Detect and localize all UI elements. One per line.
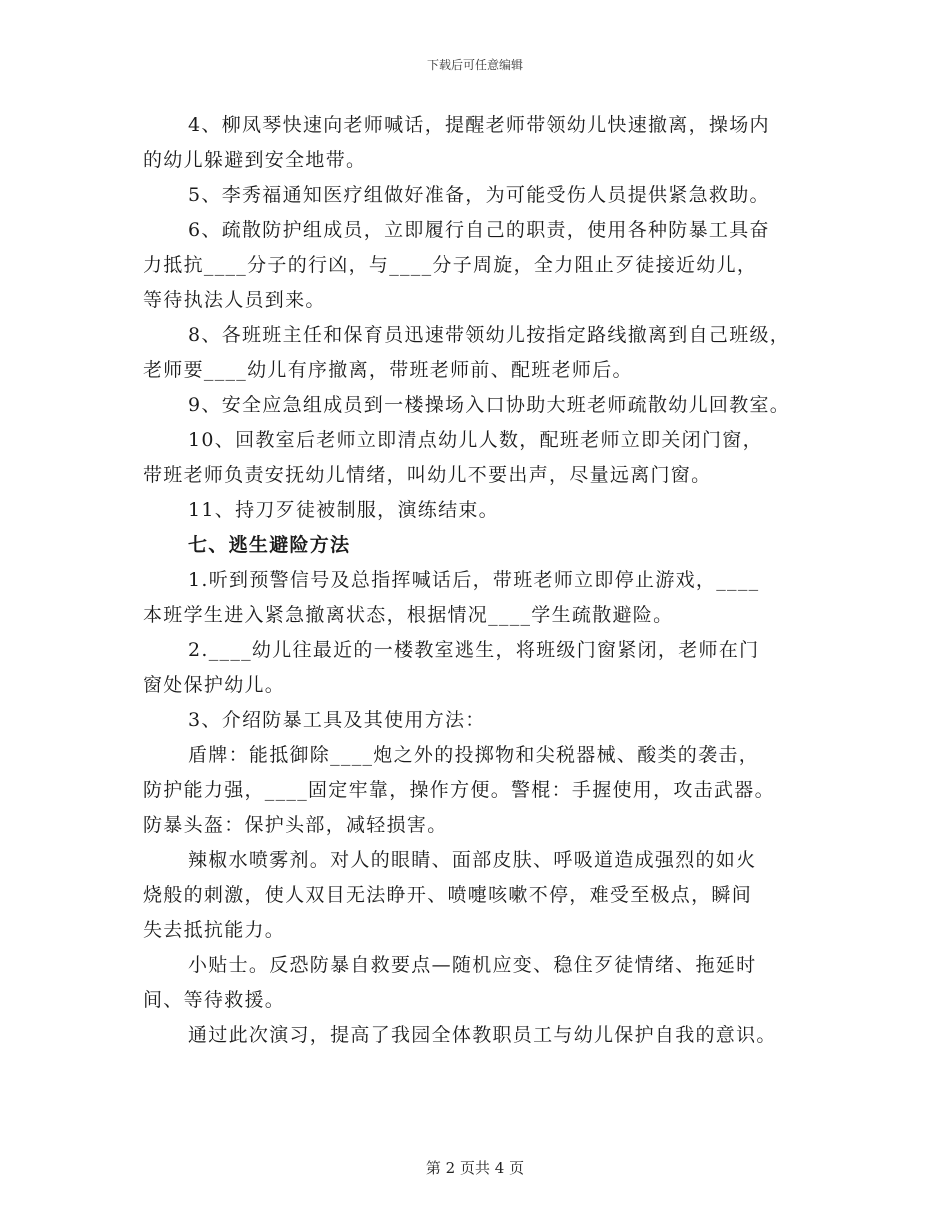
text-line: 小贴士。反恐防暴自救要点—随机应变、稳住歹徒情绪、拖延时: [188, 954, 757, 976]
text-line: 6、疏散防护组成员，立即履行自己的职责，使用各种防暴工具奋: [188, 219, 770, 241]
text-line: 力抵抗____分子的行凶，与____分子周旋，全力阻止歹徒接近幼儿，: [143, 254, 758, 276]
page-header: 下载后可任意编辑: [426, 58, 523, 72]
text-line: 4、柳凤琴快速向老师喊话，提醒老师带领幼儿快速撤离，操场内: [188, 114, 770, 136]
page-footer: 第 2 页共 4 页: [425, 1159, 525, 1177]
text-line: 本班学生进入紧急撤离状态，根据情况____学生疏散避险。: [143, 604, 674, 626]
text-line: 1.听到预警信号及总指挥喊话后，带班老师立即停止游戏，____: [188, 569, 760, 591]
text-line: 9、安全应急组成员到一楼操场入口协助大班老师疏散幼儿回教室。: [188, 394, 791, 416]
text-line: 3、介绍防暴工具及其使用方法：: [188, 709, 486, 731]
document-body: [143, 108, 833, 1053]
text-line: 间、等待救援。: [143, 989, 286, 1011]
text-line: 8、各班班主任和保育员迅速带领幼儿按指定路线撤离到自己班级，: [188, 324, 791, 346]
text-line: 5、李秀福通知医疗组做好准备，为可能受伤人员提供紧急救助。: [188, 184, 770, 206]
text-line: 烧般的刺激，使人双目无法睁开、喷嚏咳嗽不停，难受至极点，瞬间: [143, 884, 753, 906]
text-line: 11、持刀歹徒被制服，演练结束。: [188, 499, 499, 521]
text-line: 等待执法人员到来。: [143, 289, 326, 311]
text-line: 的幼儿躲避到安全地带。: [143, 149, 367, 171]
text-line: 窗处保护幼儿。: [143, 674, 286, 696]
text-line: 通过此次演习，提高了我园全体教职员工与幼儿保护自我的意识。: [188, 1024, 777, 1046]
text-line: 老师要____幼儿有序撤离，带班老师前、配班老师后。: [143, 359, 633, 381]
text-line: 带班老师负责安抚幼儿情绪，叫幼儿不要出声，尽量远离门窗。: [143, 464, 712, 486]
text-line: 辣椒水喷雾剂。对人的眼睛、面部皮肤、呼吸道造成强烈的如火: [188, 849, 757, 871]
section-heading: 七、逃生避险方法: [188, 534, 351, 556]
text-line: 2.____幼儿往最近的一楼教室逃生，将班级门窗紧闭，老师在门: [188, 639, 760, 661]
text-line: 10、回教室后老师立即清点幼儿人数，配班老师立即关闭门窗，: [188, 429, 763, 451]
text-line: 盾牌：能抵御除____炮之外的投掷物和尖税器械、酸类的袭击，: [188, 744, 760, 766]
text-line: 防暴头盔：保护头部，减轻损害。: [143, 814, 448, 836]
text-line: 失去抵抗能力。: [143, 919, 286, 941]
text-line: 防护能力强，____固定牢靠，操作方便。警棍：手握使用，攻击武器。: [143, 779, 775, 801]
